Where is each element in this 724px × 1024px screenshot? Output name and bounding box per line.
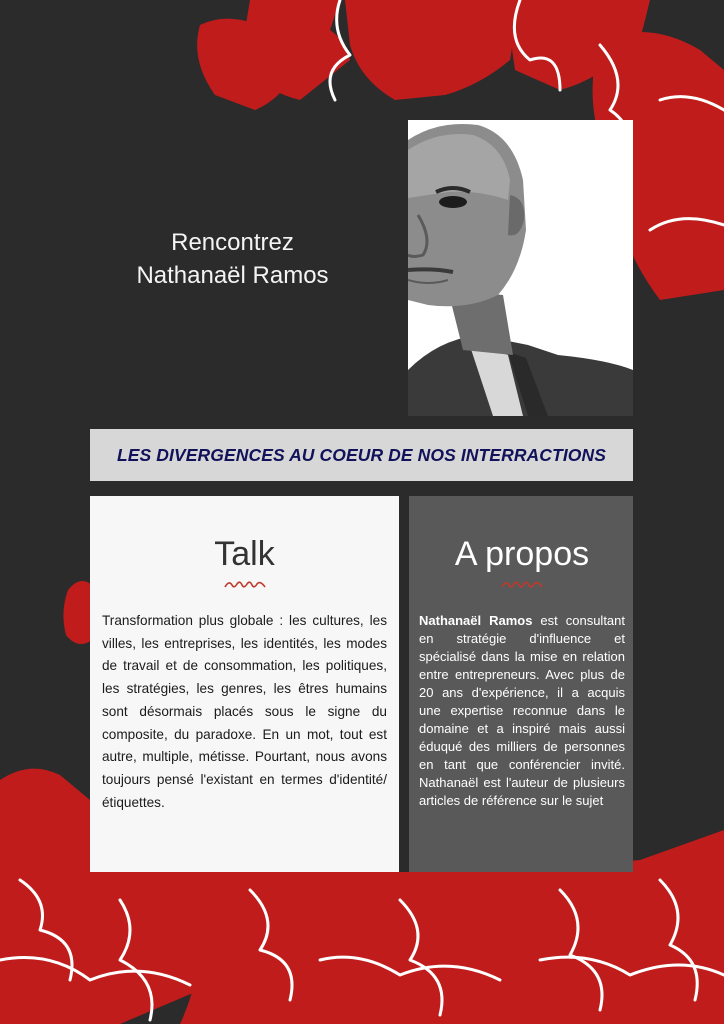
squiggle-divider-icon (223, 578, 267, 590)
portrait-photo (408, 120, 633, 416)
talk-description: Transformation plus globale : les cultures, les villes, les entreprises, les identités, les modes de travail et de consommation, les politiques, les stratégies, les genres, les êtres humains sont désormais placés sous le signe du composite, du paradoxe. En un mot, tout est autre, multiple, métisse. Pourtant, nous avons toujours pensé l'existant en termes d'identité/étiquettes. (102, 613, 387, 810)
intro-line-1: Rencontrez (171, 229, 294, 256)
title-banner (90, 429, 633, 481)
portrait-illustration (408, 120, 633, 416)
talk-title: Talk (214, 535, 275, 573)
talk-card (90, 496, 399, 872)
about-name: Nathanaël Ramos (419, 613, 533, 628)
about-title: A propos (454, 535, 590, 573)
intro-heading (100, 226, 365, 292)
intro-line-2: Nathanaël Ramos (136, 262, 329, 289)
squiggle-divider-icon (500, 578, 544, 590)
about-card (409, 496, 633, 872)
about-description (419, 612, 625, 810)
banner-title: LES DIVERGENCES AU COEUR DE NOS INTERRACTIONS (116, 444, 607, 465)
about-body: est consultant en stratégie d'influence et spécialisé dans la mise en relation entre entrepreneurs. Avec plus de 20 ans d'expérience, il a acquis une expertise reconnue dans le domaine et a inspiré mais aussi éduqué des milliers de personnes en tant que conférencier invité. Nathanaël est l'auteur de plusieurs articles de référence sur le sujet (419, 613, 625, 808)
